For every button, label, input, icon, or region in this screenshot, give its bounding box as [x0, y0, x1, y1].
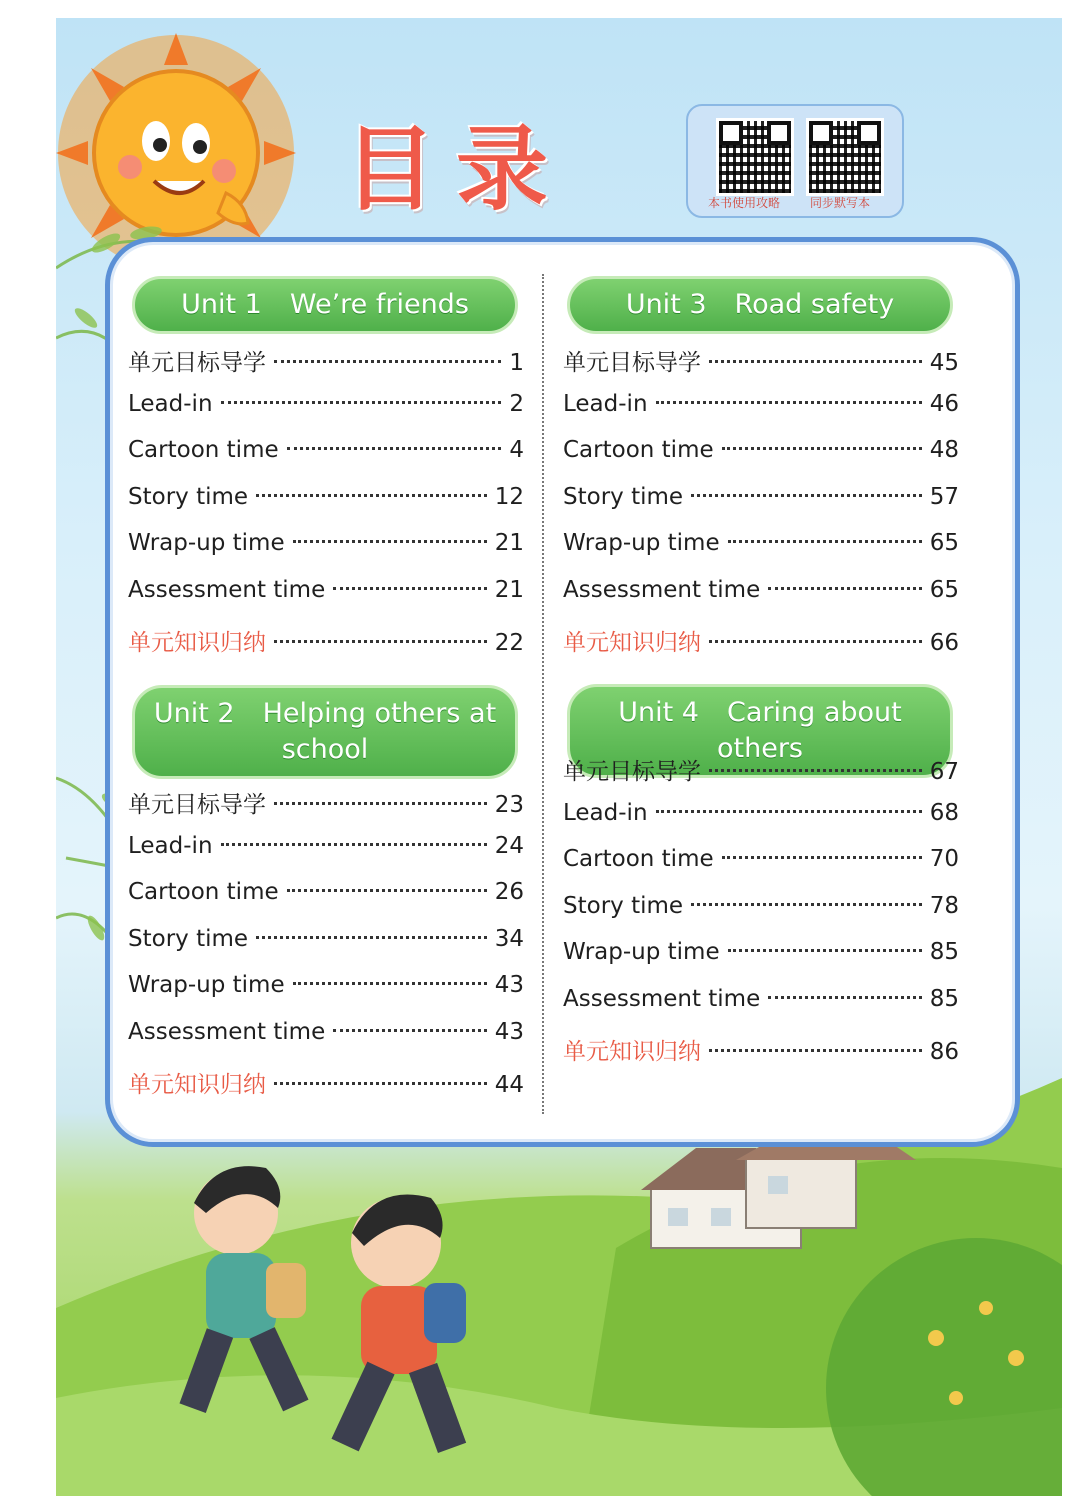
dot-leader: [722, 447, 922, 450]
dot-leader: [722, 856, 922, 859]
qr-code-label: 本书使用攻略: [708, 196, 781, 210]
entry-page-number: 44: [494, 1071, 524, 1098]
entry-page-number: 67: [929, 759, 959, 785]
entry-page-number: 23: [494, 792, 524, 818]
entry-page-number: 65: [929, 576, 959, 603]
toc-entry[interactable]: [563, 344, 959, 391]
entry-page-number: 65: [929, 530, 959, 557]
toc-entry[interactable]: [128, 344, 524, 391]
dot-leader: [333, 1029, 486, 1032]
unit-label: Unit 2: [153, 698, 235, 729]
dot-leader: [287, 447, 502, 450]
entry-page-number: 68: [929, 799, 959, 826]
dot-leader: [293, 540, 487, 543]
unit-2-header[interactable]: [132, 685, 518, 779]
entry-page-number: 21: [494, 576, 524, 603]
unit-3-entries: [563, 344, 959, 670]
entry-page-number: 22: [494, 629, 524, 656]
dot-leader: [221, 843, 487, 846]
toc-entry[interactable]: [563, 893, 959, 940]
toc-entry[interactable]: [563, 800, 959, 847]
entry-page-number: 21: [494, 530, 524, 557]
entry-label: 单元知识归纳: [563, 629, 701, 656]
dot-leader: [333, 587, 486, 590]
unit-label: Unit 4: [618, 697, 699, 728]
entry-label: Lead-in: [563, 799, 648, 826]
dot-leader: [274, 802, 487, 805]
entry-label: 单元目标导学: [128, 350, 266, 376]
entry-label: 单元知识归纳: [128, 629, 266, 656]
dot-leader: [728, 949, 922, 952]
entry-label: Story time: [128, 925, 249, 952]
entry-label: Cartoon time: [128, 879, 279, 906]
toc-entry[interactable]: [128, 484, 524, 531]
toc-entry[interactable]: [128, 833, 524, 880]
entry-label: 单元目标导学: [563, 350, 701, 376]
unit-4-entries: [563, 753, 959, 1079]
toc-entry[interactable]: [128, 437, 524, 484]
entry-page-number: 45: [929, 350, 959, 376]
entry-label: Assessment time: [563, 985, 761, 1012]
entry-page-number: 24: [494, 832, 524, 859]
entry-label: Wrap-up time: [563, 530, 720, 557]
dot-leader: [709, 360, 922, 363]
toc-entry[interactable]: [563, 437, 959, 484]
entry-page-number: 85: [929, 939, 959, 966]
entry-page-number: 48: [929, 437, 959, 464]
entry-label: Lead-in: [128, 390, 213, 417]
entry-label: Cartoon time: [563, 846, 714, 873]
dot-leader: [709, 640, 922, 643]
entry-page-number: 66: [929, 629, 959, 656]
dot-leader: [768, 587, 921, 590]
entry-page-number: 70: [929, 846, 959, 873]
entry-label: Lead-in: [563, 390, 648, 417]
entry-page-number: 34: [494, 925, 524, 952]
dot-leader: [728, 540, 922, 543]
entry-label: Story time: [563, 892, 684, 919]
entry-label: Cartoon time: [128, 437, 279, 464]
entry-page-number: 86: [929, 1038, 959, 1065]
entry-page-number: 4: [509, 437, 524, 464]
entry-label: 单元目标导学: [128, 792, 266, 818]
qr-code-panel: [686, 104, 904, 218]
dot-leader: [256, 936, 487, 939]
toc-entry[interactable]: [128, 786, 524, 833]
entry-label: Assessment time: [128, 576, 326, 603]
toc-entry[interactable]: [563, 484, 959, 531]
dot-leader: [691, 903, 922, 906]
toc-entry[interactable]: [128, 1019, 524, 1066]
toc-entry-summary[interactable]: [563, 1033, 959, 1080]
qr-code-icon[interactable]: [806, 118, 884, 196]
dot-leader: [293, 982, 487, 985]
dot-leader: [287, 889, 487, 892]
entry-page-number: 43: [494, 972, 524, 999]
entry-page-number: 43: [494, 1018, 524, 1045]
toc-entry[interactable]: [128, 577, 524, 624]
entry-page-number: 85: [929, 985, 959, 1012]
dot-leader: [274, 360, 501, 363]
toc-entry[interactable]: [563, 391, 959, 438]
dot-leader: [274, 1082, 487, 1085]
entry-page-number: 1: [509, 350, 524, 376]
toc-entry[interactable]: [128, 530, 524, 577]
toc-entry-summary[interactable]: [128, 624, 524, 671]
column-divider: [542, 274, 544, 1114]
toc-entry[interactable]: [563, 939, 959, 986]
unit-label: Unit 3: [625, 289, 707, 320]
unit-3-header[interactable]: [567, 276, 953, 334]
toc-entry[interactable]: [563, 846, 959, 893]
dot-leader: [256, 494, 487, 497]
dot-leader: [709, 769, 922, 772]
entry-label: Wrap-up time: [128, 972, 285, 999]
unit-title: Road safety: [734, 289, 895, 320]
contents-page: [56, 18, 1062, 1496]
unit-title: Caring about others: [717, 697, 902, 764]
entry-label: Cartoon time: [563, 437, 714, 464]
qr-code-label: 同步默写本: [810, 196, 871, 210]
toc-entry[interactable]: [563, 530, 959, 577]
entry-page-number: 12: [494, 483, 524, 510]
entry-label: Assessment time: [563, 576, 761, 603]
dot-leader: [691, 494, 922, 497]
entry-page-number: 2: [509, 390, 524, 417]
entry-label: Assessment time: [128, 1018, 326, 1045]
unit-1-entries: [128, 344, 524, 670]
unit-label: Unit 1: [181, 289, 262, 320]
entry-page-number: 46: [929, 390, 959, 417]
toc-entry-summary[interactable]: [128, 1066, 524, 1113]
dot-leader: [768, 996, 921, 999]
unit-title: We’re friends: [289, 289, 469, 320]
dot-leader: [656, 401, 922, 404]
entry-page-number: 78: [929, 892, 959, 919]
toc-entry[interactable]: [128, 391, 524, 438]
toc-entry[interactable]: [563, 753, 959, 800]
unit-2-entries: [128, 786, 524, 1112]
entry-page-number: 57: [929, 483, 959, 510]
dot-leader: [656, 810, 922, 813]
toc-entry-summary[interactable]: [563, 624, 959, 671]
toc-entry[interactable]: [128, 926, 524, 973]
dot-leader: [709, 1049, 922, 1052]
entry-label: Lead-in: [128, 832, 213, 859]
unit-title: Helping others at school: [262, 698, 497, 765]
entry-label: 单元目标导学: [563, 759, 701, 785]
unit-1-header[interactable]: [132, 276, 518, 334]
toc-entry[interactable]: [563, 986, 959, 1033]
entry-page-number: 26: [494, 879, 524, 906]
entry-label: Story time: [563, 483, 684, 510]
entry-label: 单元知识归纳: [128, 1071, 266, 1098]
entry-label: Story time: [128, 483, 249, 510]
toc-entry[interactable]: [563, 577, 959, 624]
toc-entry[interactable]: [128, 972, 524, 1019]
entry-label: 单元知识归纳: [563, 1038, 701, 1065]
page-title: 目录: [344, 115, 569, 223]
entry-label: Wrap-up time: [128, 530, 285, 557]
dot-leader: [221, 401, 502, 404]
qr-code-icon[interactable]: [716, 118, 794, 196]
dot-leader: [274, 640, 487, 643]
entry-label: Wrap-up time: [563, 939, 720, 966]
toc-entry[interactable]: [128, 879, 524, 926]
